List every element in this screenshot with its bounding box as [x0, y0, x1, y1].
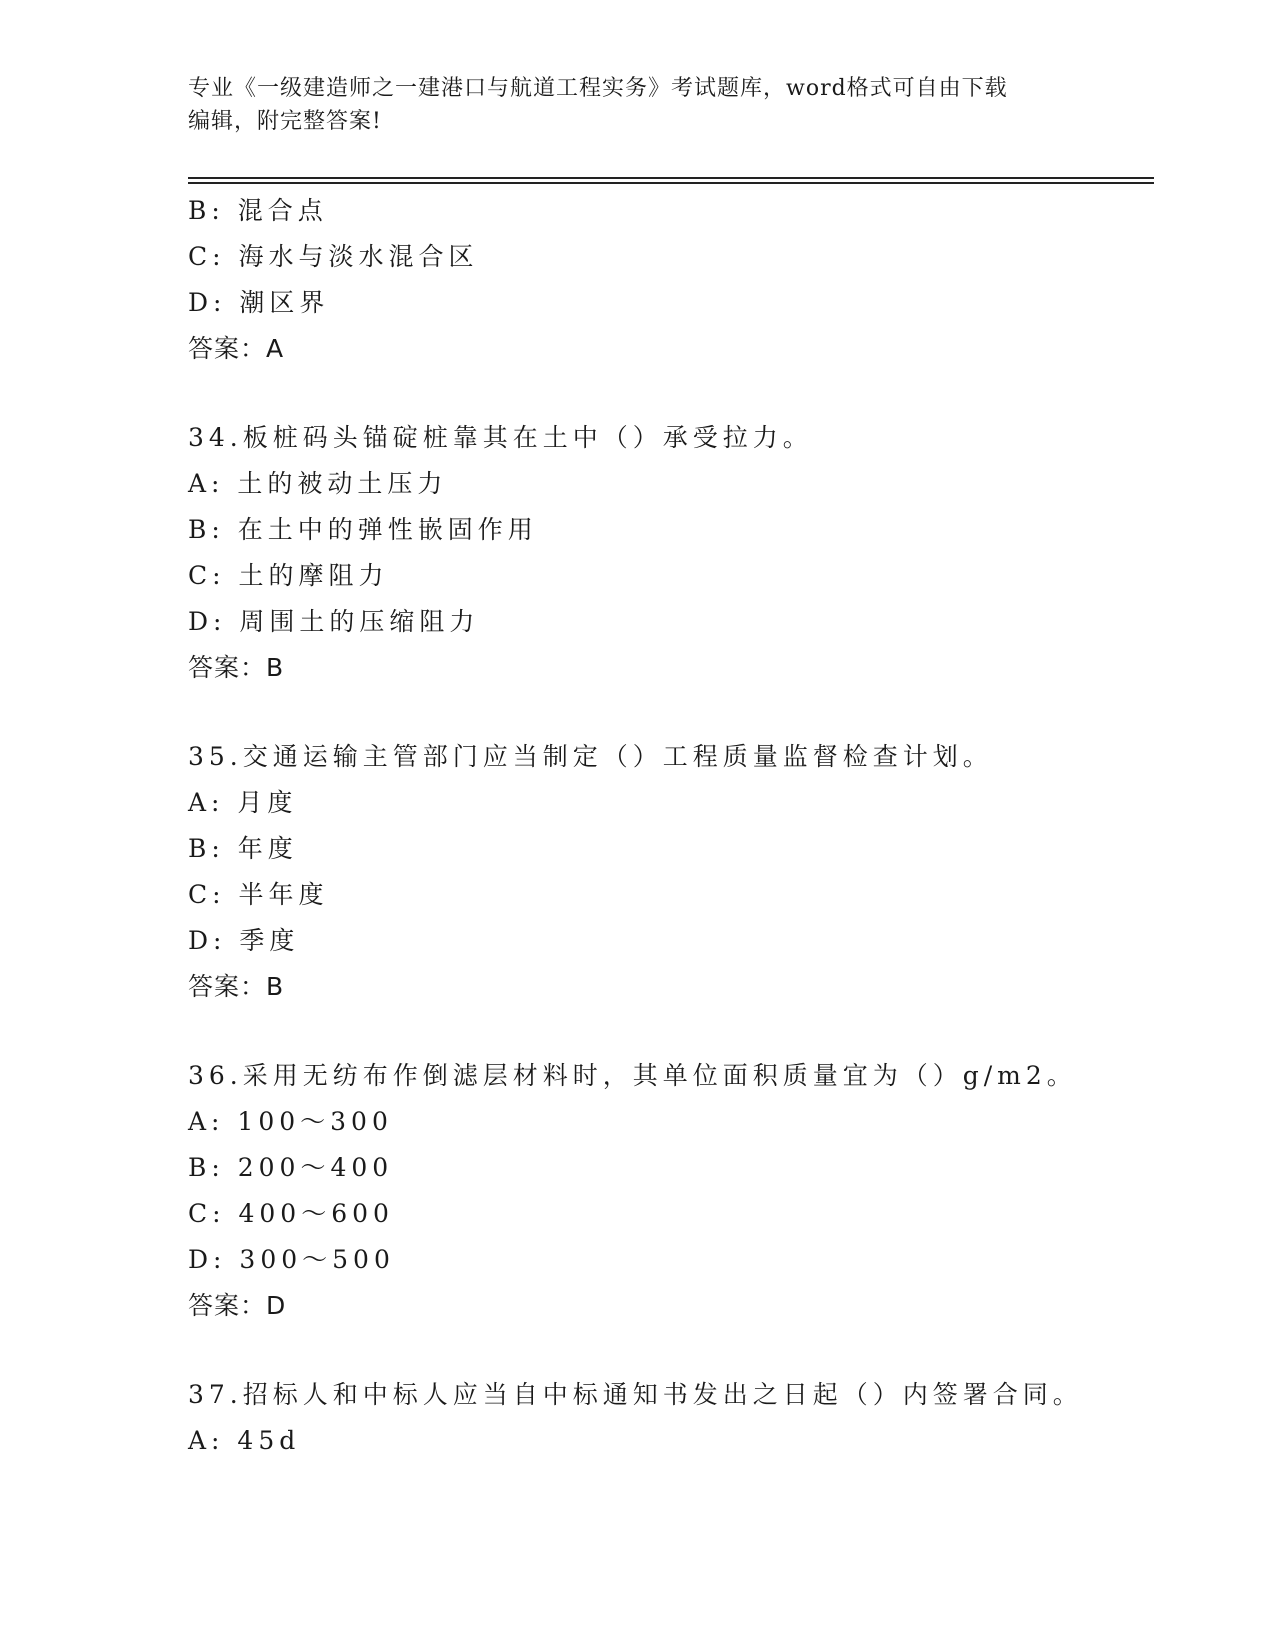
option-a: A: 100～300 [188, 1107, 393, 1136]
option-b: B: 年度 [188, 834, 298, 863]
question-text: 35.交通运输主管部门应当制定（）工程质量监督检查计划。 [188, 742, 993, 771]
question-text: 34.板桩码头锚碇桩靠其在土中（）承受拉力。 [188, 423, 813, 452]
option-c: C: 400～600 [188, 1199, 394, 1228]
question-text: 36.采用无纺布作倒滤层材料时，其单位面积质量宜为（）g/m2。 [188, 1061, 1077, 1090]
answer-text: 答案：B [188, 653, 285, 682]
option-c: C: 半年度 [188, 880, 329, 909]
question-block-36 [188, 1053, 1154, 1329]
option-d: D: 300～500 [188, 1245, 395, 1274]
header-divider-top [188, 177, 1154, 179]
question-block-37 [188, 1372, 1154, 1464]
option-c: C: 土的摩阻力 [188, 561, 389, 590]
option-d: D: 潮区界 [188, 288, 330, 317]
question-block-35 [188, 734, 1154, 1010]
question-content [188, 188, 1154, 1464]
option-b: B: 混合点 [188, 196, 328, 225]
question-block-33 [188, 188, 1154, 372]
question-block-34 [188, 415, 1154, 691]
header-line-2: 编辑，附完整答案! [188, 109, 382, 134]
answer-text: 答案：D [188, 1291, 287, 1320]
option-c: C: 海水与淡水混合区 [188, 242, 479, 271]
option-d: D: 季度 [188, 926, 300, 955]
answer-text: 答案：A [188, 334, 285, 363]
document-header [188, 72, 1088, 138]
question-text: 37.招标人和中标人应当自中标通知书发出之日起（）内签署合同。 [188, 1380, 1083, 1409]
option-b: B: 在土中的弹性嵌固作用 [188, 515, 538, 544]
header-divider-bottom [188, 182, 1154, 184]
answer-text: 答案：B [188, 972, 285, 1001]
option-a: A: 土的被动土压力 [188, 469, 448, 498]
option-a: A: 45d [188, 1426, 301, 1455]
option-b: B: 200～400 [188, 1153, 394, 1182]
option-a: A: 月度 [188, 788, 298, 817]
header-line-1: 专业《一级建造师之一建港口与航道工程实务》考试题库，word格式可自由下载 [188, 76, 1008, 101]
option-d: D: 周围土的压缩阻力 [188, 607, 480, 636]
